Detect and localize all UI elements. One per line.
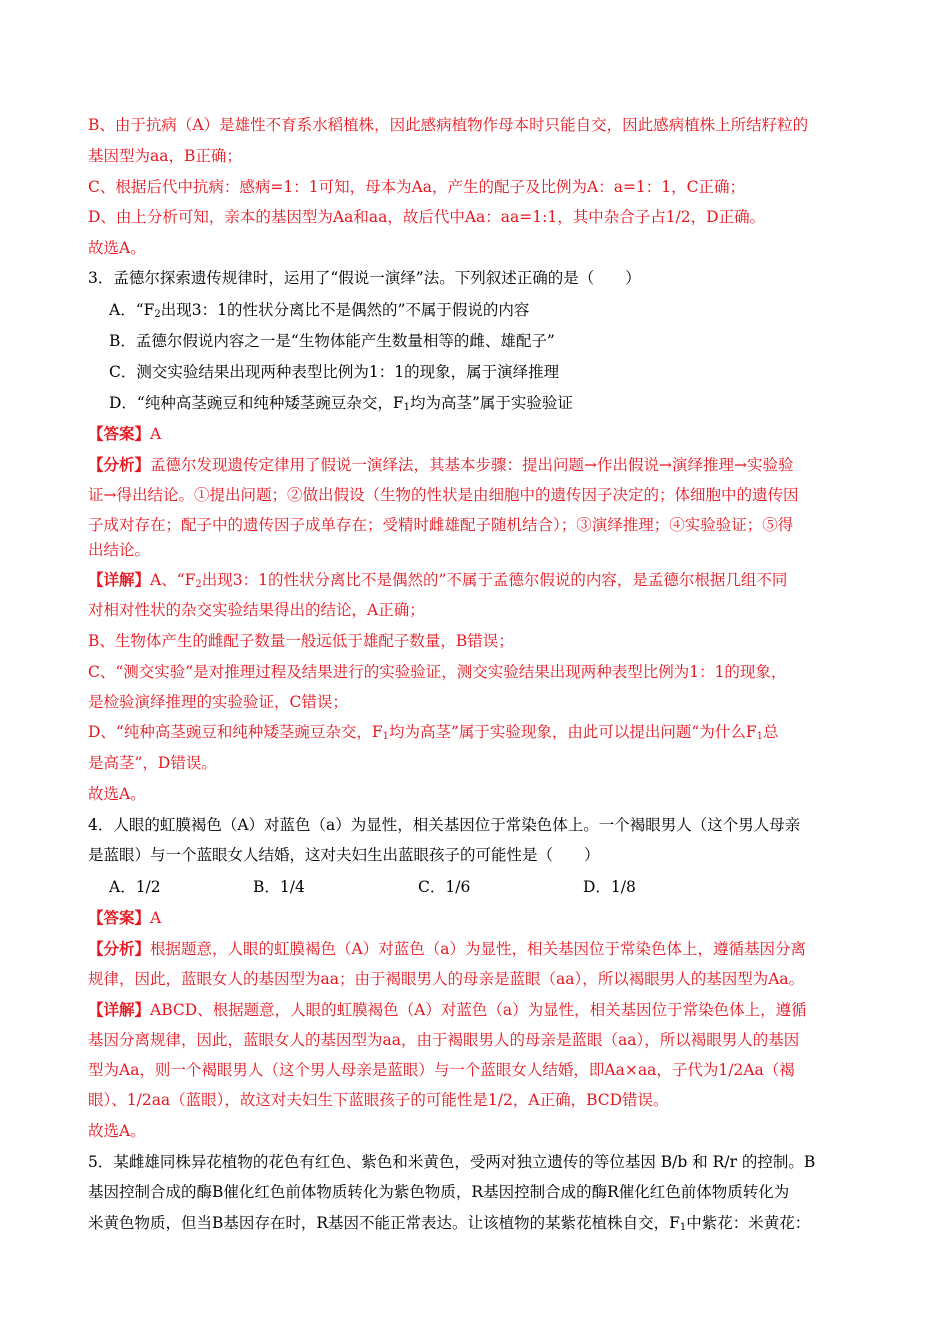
conclusion-line: 故选A。 [88,785,146,803]
question-4-option-c: C．1/6 [418,878,471,896]
analysis-3-line: 子成对存在；配子中的遗传因子成单存在；受精时雌雄配子随机结合）；③演绎推理；④实验验证；⑤得 [88,516,794,534]
detail-4-line: 型为Aa，则一个褐眼男人（这个男人母亲是蓝眼）与一个蓝眼女人结婚，即Aa×aa，子代为1/2Aa（褐 [88,1061,795,1079]
explanation-line: D、由上分析可知，亲本的基因型为Aa和aa，故后代中Aa：aa=1:1，其中杂合子占1/2，D正确。 [88,208,766,226]
analysis-3-line: 出结论。 [88,541,151,559]
question-4-stem-line: 是蓝眼）与一个蓝眼女人结婚，这对夫妇生出蓝眼孩子的可能性是（ ） [88,846,600,864]
question-4-stem: 4．人眼的虹膜褐色（A）对蓝色（a）为显性，相关基因位于常染色体上。一个褐眼男人（这个男人母亲 [88,816,801,834]
detail-3-line: D、“纯种高茎豌豆和纯种矮茎豌豆杂交，$F_1$均为高茎”属于实验现象，由此可以提出问题“为什么$F_1$总 [88,723,779,742]
analysis-4-line: 规律，因此，蓝眼女人的基因型为aa；由于褐眼男人的母亲是蓝眼（aa），所以褐眼男人的基因型为Aa。 [88,970,805,988]
explanation-line: C、根据后代中抗病：感病=1：1可知，母本为Aa，产生的配子及比例为A：a=1：1，C正确； [88,178,746,196]
answer-3: 【答案】A [88,424,162,443]
question-5-stem: 5．某雌雄同株异花植物的花色有红色、紫色和米黄色，受两对独立遗传的等位基因 B/b 和 R/r 的控制。B [88,1153,816,1171]
question-5-stem-line: 米黄色物质，但当B基因存在时，R基因不能正常表达。让该植物的某紫花植株自交，$F_1$中紫花：米黄花： [88,1214,811,1233]
conclusion-line: 故选A。 [88,1122,146,1140]
detail-4-line: 眼）、1/2aa（蓝眼），故这对夫妇生下蓝眼孩子的可能性是1/2，A正确，BCD错误。 [88,1091,669,1109]
analysis-4: 【分析】根据题意，人眼的虹膜褐色（A）对蓝色（a）为显性，相关基因位于常染色体上，遵循基因分离 [88,939,806,958]
detail-3-line: C、“测交实验”是对推理过程及结果进行的实验验证，测交实验结果出现两种表型比例为1：1的现象， [88,663,787,681]
detail-3-line: 对相对性状的杂交实验结果得出的结论，A正确； [88,601,425,619]
analysis-3-line: 证→得出结论。①提出问题；②做出假设（生物的性状是由细胞中的遗传因子决定的；体细胞中的遗传因 [88,486,799,504]
question-5-stem-line: 基因控制合成的酶B催化红色前体物质转化为紫色物质，R基因控制合成的酶R催化红色前体物质转化为 [88,1183,790,1201]
question-3-option-a: A．“$F_2$出现3：1的性状分离比不是偶然的”不属于假说的内容 [109,301,530,320]
conclusion-line: 故选A。 [88,239,146,257]
question-3-option-c: C．测交实验结果出现两种表型比例为1：1的现象，属于演绎推理 [109,363,560,381]
question-4-option-d: D．1/8 [583,878,636,896]
detail-4-line: 基因分离规律，因此，蓝眼女人的基因型为aa，由于褐眼男人的母亲是蓝眼（aa），所以褐眼男人的基因 [88,1031,800,1049]
question-3-option-b: B．孟德尔假说内容之一是“生物体能产生数量相等的雌、雄配子” [109,332,555,350]
detail-3-line: 是高茎”，D错误。 [88,754,217,772]
explanation-line: 基因型为aa，B正确； [88,147,242,165]
detail-3-line: 是检验演绎推理的实验验证，C错误； [88,693,348,711]
question-4-option-b: B．1/4 [253,878,305,896]
detail-4: 【详解】ABCD、根据题意，人眼的虹膜褐色（A）对蓝色（a）为显性，相关基因位于常染色体上，遵循 [88,1000,807,1019]
detail-3-line: B、生物体产生的雌配子数量一般远低于雄配子数量，B错误； [88,632,514,650]
answer-4: 【答案】A [88,908,162,927]
analysis-3: 【分析】孟德尔发现遗传定律用了假说一演绎法，其基本步骤：提出问题→作出假说→演绎推理→实验验 [88,455,794,474]
question-3-option-d: D．“纯种高茎豌豆和纯种矮茎豌豆杂交，$F_1$均为高茎”属于实验验证 [109,394,573,413]
explanation-line: B、由于抗病（A）是雄性不育系水稻植株，因此感病植物作母本时只能自交，因此感病植株上所结籽粒的 [88,116,809,134]
question-3-stem: 3．孟德尔探索遗传规律时，运用了“假说一演绎”法。下列叙述正确的是（ ） [88,269,641,287]
detail-3: 【详解】A、“$F_2$出现3：1的性状分离比不是偶然的”不属于孟德尔假说的内容，是孟德尔根据几组不同 [88,570,788,590]
question-4-option-a: A．1/2 [109,878,161,896]
